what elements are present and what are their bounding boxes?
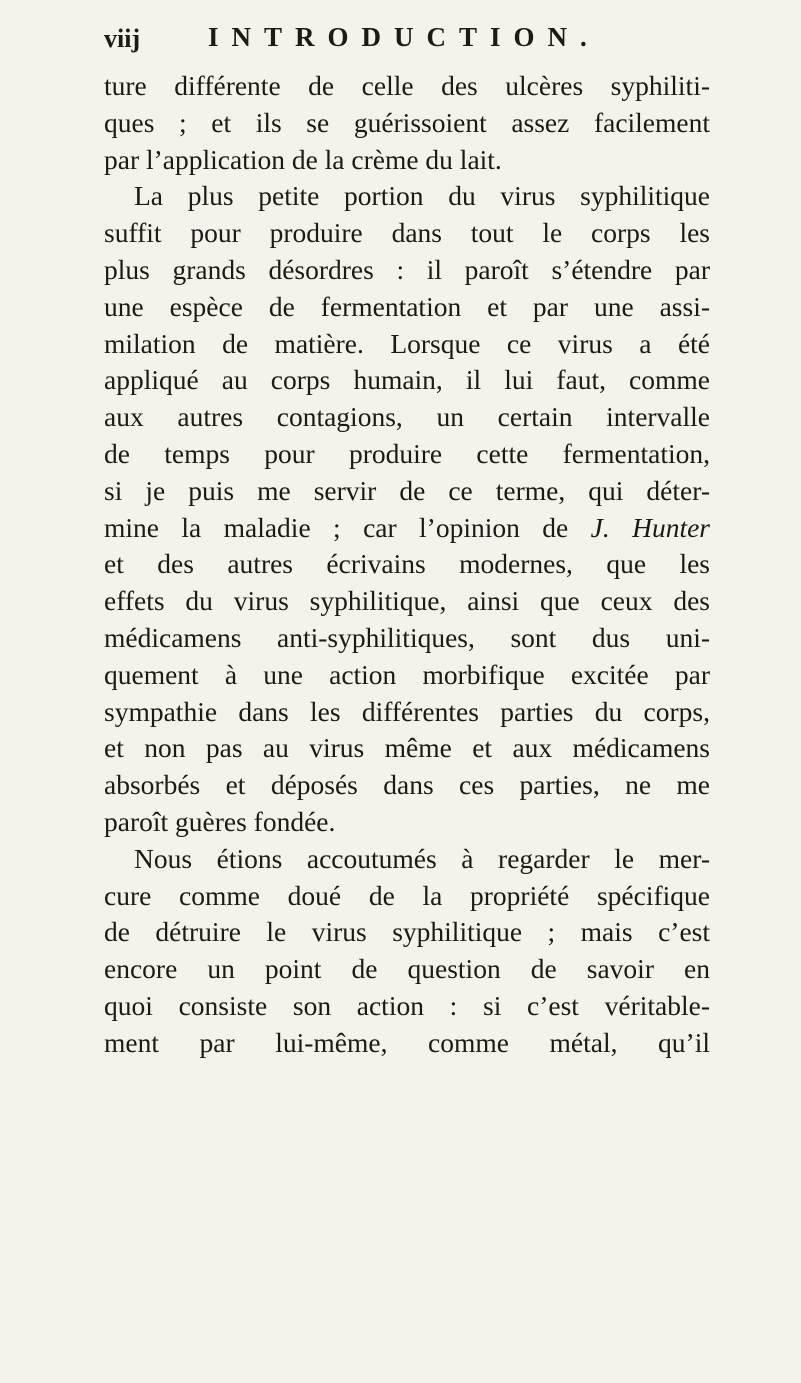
text-line: et des autres écrivains modernes, que les [104,548,710,580]
text-line-hunter: mine la maladie ; car l’opinion de J. Hunter [104,511,710,543]
text-line: par l’application de la crème du lait. [104,143,502,175]
text-line: quement à une action morbifique excitée par [104,658,710,690]
text-line: quoi consiste son action : si c’est véritable- [104,989,710,1021]
text-line: si je puis me servir de ce terme, qui déter- [104,474,710,506]
text-line: Nous étions accoutumés à regarder le mer- [134,842,710,874]
text-line: de détruire le virus syphilitique ; mais c’est [104,916,710,948]
text-line: et non pas au virus même et aux médicamens [104,732,710,764]
text-line: une espèce de fermentation et par une assi- [104,290,710,322]
text-line: ques ; et ils se guérissoient assez facilement [104,106,710,138]
text-line: aux autres contagions, un certain intervalle [104,401,710,433]
text-line: médicamens anti-syphilitiques, sont dus uni- [104,621,710,653]
running-head: INTRODUCTION. [208,22,600,52]
text-line: paroît guères fondée. [104,805,336,837]
text-line: cure comme doué de la propriété spécifique [104,879,710,911]
text-line: absorbés et déposés dans ces parties, ne me [104,769,710,801]
text-line: sympathie dans les différentes parties du corps, [104,695,710,727]
italic-author-name: J. Hunter [590,511,710,543]
text-line: encore un point de question de savoir en [104,953,710,985]
text-line: plus grands désordres : il paroît s’étendre par [104,253,710,285]
text-line: ture différente de celle des ulcères syphiliti- [104,70,710,101]
text-line: suffit pour produire dans tout le corps les [104,217,710,249]
page-number: viij [104,24,141,53]
text-line: effets du virus syphilitique, ainsi que ceux des [104,585,710,617]
text-line: appliqué au corps humain, il lui faut, comme [104,364,710,396]
page-header [104,22,724,66]
text-line: milation de matière. Lorsque ce virus a été [104,327,710,359]
text-line: ment par lui-même, comme métal, qu’il [104,1026,710,1058]
body-text [104,68,710,1062]
text-line: de temps pour produire cette fermentation, [104,437,710,469]
text-line: La plus petite portion du virus syphilitique [134,180,710,212]
